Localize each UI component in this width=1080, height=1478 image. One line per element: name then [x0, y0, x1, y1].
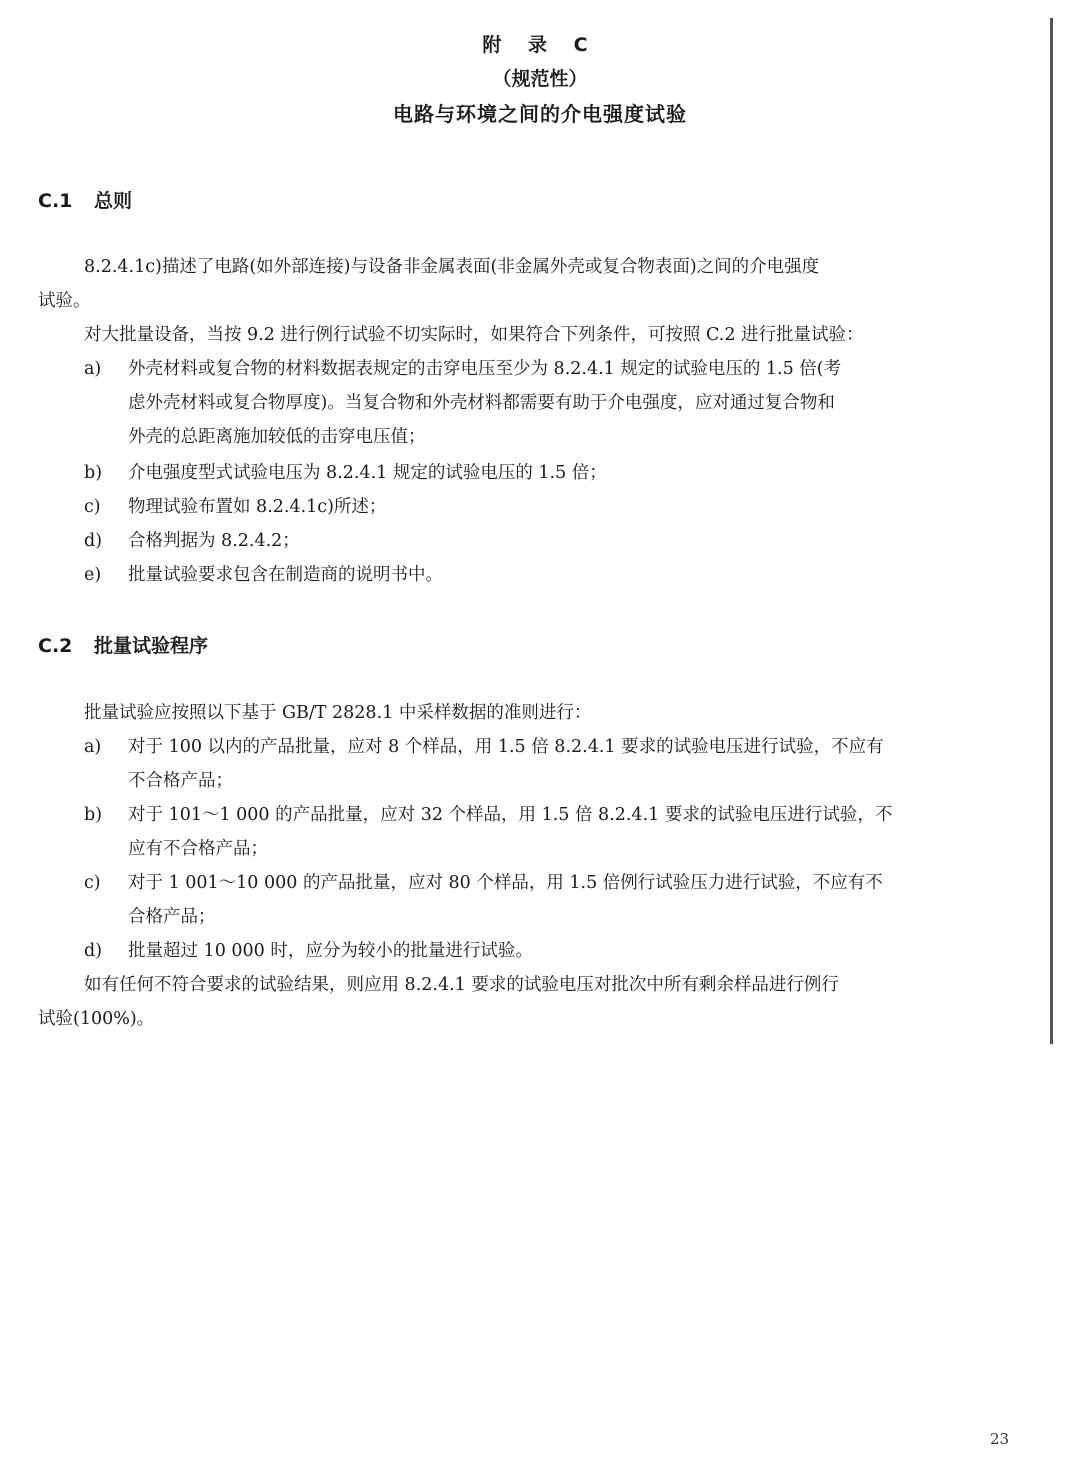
list-item-label: a): [84, 359, 102, 379]
list-item-line: 不合格产品；: [128, 771, 233, 791]
c1-list-item-b: [84, 456, 1042, 490]
list-item-line: 批量超过 10 000 时，应分为较小的批量进行试验。: [128, 941, 533, 961]
list-item-line: 合格判据为 8.2.4.2；: [128, 531, 300, 551]
section-c2-number: C.2: [38, 635, 73, 657]
c2-list-item-b: [84, 798, 1042, 866]
list-item-label: d): [84, 531, 103, 551]
list-item-line: 物理试验布置如 8.2.4.1c)所述；: [128, 497, 387, 517]
c2-list-item-c: [84, 866, 1042, 934]
c2-list-item-d: [84, 934, 1042, 968]
list-item-label: c): [84, 497, 101, 517]
list-item-label: b): [84, 805, 103, 825]
section-c1-intro: [38, 250, 1042, 318]
list-item-label: d): [84, 941, 103, 961]
intro-line: 试验。: [38, 291, 91, 311]
c1-list-item-c: [84, 490, 1042, 524]
intro-line: 8.2.4.1c)描述了电路(如外部连接)与设备非金属表面(非金属外壳或复合物表面)之间的介电强度: [84, 257, 820, 277]
list-item-line: 对于 101～1 000 的产品批量，应对 32 个样品，用 1.5 倍 8.2.4.1 要求的试验电压进行试验，不: [128, 805, 893, 825]
list-item-label: a): [84, 737, 102, 757]
list-item-line: 对于 1 001～10 000 的产品批量，应对 80 个样品，用 1.5 倍例行试验压力进行试验，不应有不: [128, 873, 883, 893]
closing-line: 试验(100%)。: [38, 1009, 155, 1029]
list-item-label: c): [84, 873, 101, 893]
c2-list-item-a: [84, 730, 1042, 798]
list-item-line: 介电强度型式试验电压为 8.2.4.1 规定的试验电压的 1.5 倍；: [128, 463, 607, 483]
list-item-label: b): [84, 463, 103, 483]
c1-list-item-e: [84, 558, 1042, 592]
section-c1-title: 总则: [94, 190, 133, 212]
section-c2-closing: [38, 968, 1042, 1036]
section-c2-heading: [38, 631, 208, 658]
page-number: 23: [990, 1430, 1010, 1448]
section-c2-intro: 批量试验应按照以下基于 GB/T 2828.1 中采样数据的准则进行：: [84, 703, 592, 723]
closing-line: 如有任何不符合要求的试验结果，则应用 8.2.4.1 要求的试验电压对批次中所有剩余样品进行例行: [84, 975, 839, 995]
annex-title: 电路与环境之间的介电强度试验: [393, 102, 687, 126]
section-c1-heading: [38, 186, 132, 213]
list-item-line: 虑外壳材料或复合物厚度)。当复合物和外壳材料都需要有助于介电强度，应对通过复合物和: [128, 393, 835, 413]
c1-list-item-a: [84, 352, 1042, 454]
list-item-line: 合格产品；: [128, 907, 216, 927]
c1-list-item-d: [84, 524, 1042, 558]
list-item-label: e): [84, 565, 102, 585]
section-c1-number: C.1: [38, 190, 73, 212]
page-edge-rule: [1050, 18, 1053, 1044]
annex-label: 附 录 C: [482, 34, 598, 56]
section-c2-title: 批量试验程序: [94, 635, 209, 657]
list-item-line: 外壳的总距离施加较低的击穿电压值；: [128, 427, 426, 447]
list-item-line: 应有不合格产品；: [128, 839, 268, 859]
normative-label: （规范性）: [492, 68, 588, 90]
list-item-line: 外壳材料或复合物的材料数据表规定的击穿电压至少为 8.2.4.1 规定的试验电压的 1.5 倍(考: [128, 359, 842, 379]
list-item-line: 批量试验要求包含在制造商的说明书中。: [128, 565, 443, 585]
list-item-line: 对于 100 以内的产品批量，应对 8 个样品，用 1.5 倍 8.2.4.1 要求的试验电压进行试验，不应有: [128, 737, 884, 757]
section-c1-condition-intro: 对大批量设备，当按 9.2 进行例行试验不切实际时，如果符合下列条件，可按照 C.2 进行批量试验：: [84, 325, 864, 345]
